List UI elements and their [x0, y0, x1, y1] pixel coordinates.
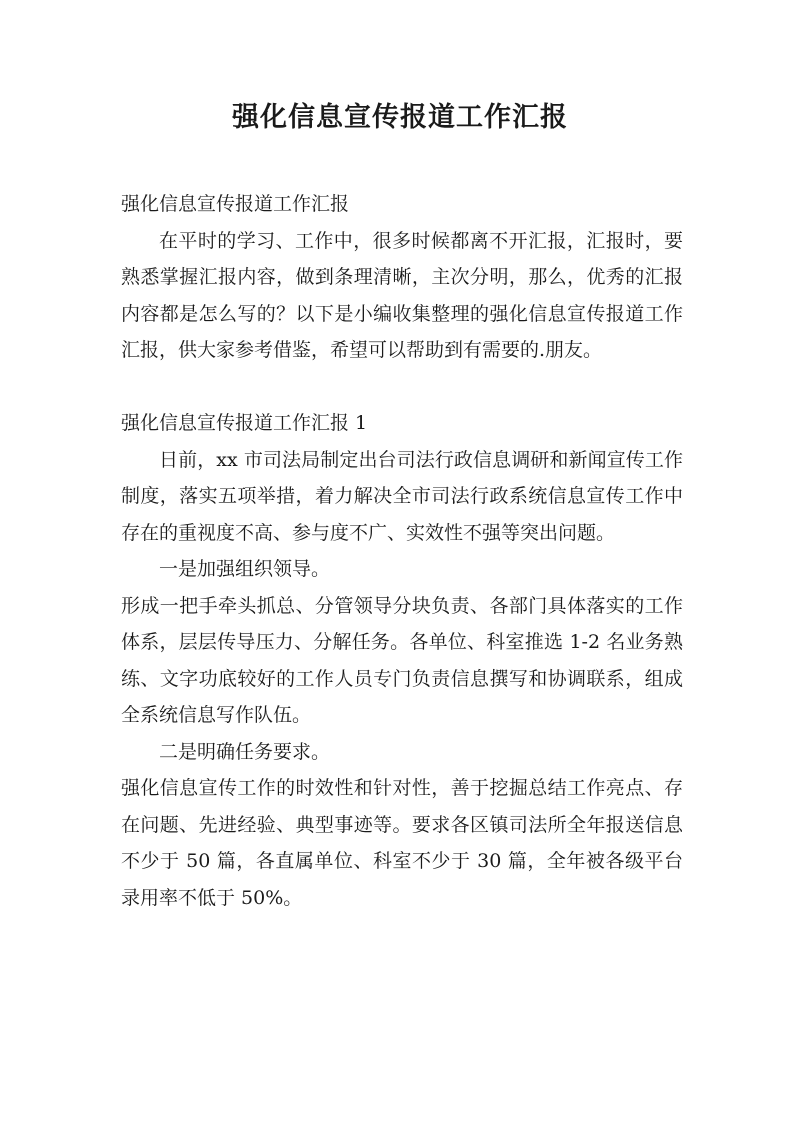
section-heading: 强化信息宣传报道工作汇报 1 — [121, 412, 368, 434]
point-body-1: 形成一把手牵头抓总、分管领导分块负责、各部门具体落实的工作体系，层层传导压力、分解任务。各单位、科室推选 1-2 名业务熟练、文字功底较好的工作人员专门负责信息撰写和协调联系，组成全系统信息写作队伍。 — [121, 594, 683, 726]
paragraph-spacer — [121, 369, 683, 406]
point-body-2: 强化信息宣传工作的时效性和针对性，善于挖掘总结工作亮点、存在问题、先进经验、典型事迹等。要求各区镇司法所全年报送信息不少于 50 篇，各直属单位、科室不少于 30 篇，全年被各级平台录用率不低于 50%。 — [121, 777, 683, 909]
document-body — [121, 186, 683, 916]
point-heading-1: 一是加强组织领导。 — [159, 558, 331, 580]
section-paragraph: 日前，xx 市司法局制定出台司法行政信息调研和新闻宣传工作制度，落实五项举措，着力解决全市司法行政系统信息宣传工作中存在的重视度不高、参与度不广、实效性不强等突出问题。 — [121, 448, 683, 544]
point-heading-2: 二是明确任务要求。 — [159, 740, 331, 763]
document-title: 强化信息宣传报道工作汇报 — [232, 102, 568, 133]
document-subtitle: 强化信息宣传报道工作汇报 — [121, 193, 350, 215]
intro-paragraph: 在平时的学习、工作中，很多时候都离不开汇报，汇报时，要熟悉掌握汇报内容，做到条理清晰，主次分明，那么，优秀的汇报内容都是怎么写的？以下是小编收集整理的强化信息宣传报道工作汇报，供大家参考借鉴，希望可以帮助到有需要的.朋友。 — [121, 229, 683, 361]
